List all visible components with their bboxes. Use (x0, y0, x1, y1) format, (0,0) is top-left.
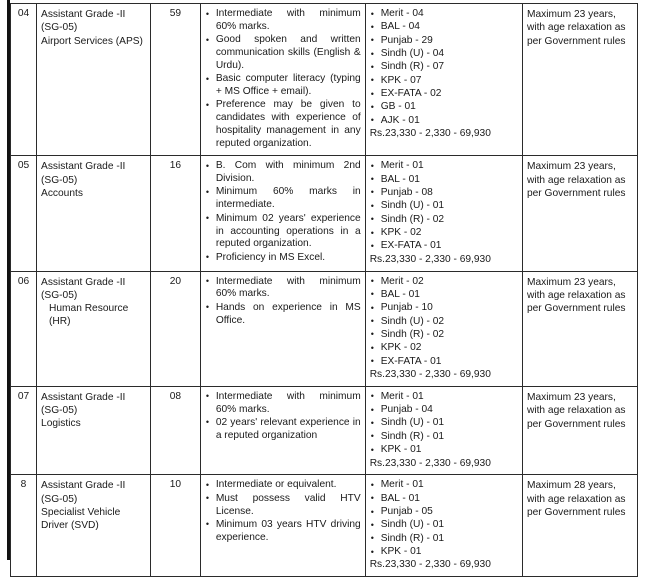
quota-list (370, 160, 518, 253)
cell-vacancies: 59 (150, 4, 200, 156)
quota-item: • Punjab - 04 (370, 404, 518, 417)
quota-item: • BAL - 01 (370, 174, 518, 187)
post-name-line-1: Assistant Grade -II (SG-05) (41, 9, 126, 34)
qualification-item: • Minimum 03 years HTV driving experience. (205, 519, 361, 545)
cell-serial-number: 07 (11, 386, 37, 475)
quota-item: • EX-FATA - 02 (370, 88, 518, 101)
quota-item: • Sindh (U) - 01 (370, 519, 518, 532)
post-name-line-2: Specialist Vehicle Driver (SVD) (41, 506, 121, 532)
quota-item: • EX-FATA - 01 (370, 356, 518, 369)
quota-list (370, 391, 518, 457)
quota-item: • Sindh (R) - 01 (370, 431, 518, 444)
cell-quota-and-pay-scale (365, 4, 522, 156)
quota-item: • Sindh (U) - 04 (370, 48, 518, 61)
qualification-item: • Good spoken and written communication skills (English & Urdu). (205, 34, 361, 73)
table-row (11, 475, 638, 577)
quota-item: • KPK - 07 (370, 75, 518, 88)
cell-vacancies: 08 (150, 386, 200, 475)
post-name-line-1: Assistant Grade -II (SG-05) (41, 161, 126, 186)
cell-quota-and-pay-scale (365, 271, 522, 386)
qualification-item: • Minimum 60% marks in intermediate. (205, 186, 361, 212)
qualification-list (205, 479, 361, 544)
cell-age-limit: Maximum 28 years, with age relaxation as per Government rules (522, 475, 637, 577)
cell-qualifications (200, 4, 365, 156)
cell-qualifications (200, 386, 365, 475)
quota-item: • BAL - 04 (370, 21, 518, 34)
quota-item: • Merit - 01 (370, 391, 518, 404)
quota-item: • Punjab - 08 (370, 187, 518, 200)
quota-item: • KPK - 02 (370, 227, 518, 240)
quota-list (370, 8, 518, 128)
qualification-item: • 02 years' relevant experience in a reputed organization (205, 417, 361, 443)
recruitment-table (10, 3, 638, 577)
quota-item: • Punjab - 05 (370, 506, 518, 519)
table-row (11, 271, 638, 386)
quota-item: • Sindh (R) - 02 (370, 214, 518, 227)
post-name-line-2: Accounts (41, 187, 83, 199)
quota-item: • KPK - 01 (370, 546, 518, 559)
qualification-list (205, 276, 361, 328)
quota-item: • Sindh (U) - 01 (370, 200, 518, 213)
quota-item: • Sindh (U) - 02 (370, 316, 518, 329)
cell-serial-number: 06 (11, 271, 37, 386)
quota-item: • EX-FATA - 01 (370, 240, 518, 253)
quota-item: • KPK - 02 (370, 342, 518, 355)
quota-item: • Merit - 02 (370, 276, 518, 289)
pay-scale-text: Rs.23,330 - 2,330 - 69,930 (369, 457, 491, 469)
cell-serial-number: 04 (11, 4, 37, 156)
table-row (11, 386, 638, 475)
quota-item: • KPK - 01 (370, 444, 518, 457)
qualification-item: • Intermediate with minimum 60% marks. (205, 391, 361, 417)
quota-list (370, 276, 518, 369)
quota-item: • Punjab - 29 (370, 35, 518, 48)
qualification-item: • Hands on experience in MS Office. (205, 302, 361, 328)
table-row (11, 4, 638, 156)
cell-post-name (37, 386, 151, 475)
quota-item: • Sindh (R) - 07 (370, 61, 518, 74)
qualification-item: • Intermediate with minimum 60% marks. (205, 276, 361, 302)
cell-vacancies: 10 (150, 475, 200, 577)
post-name-line-1: Assistant Grade -II (SG-05) (41, 480, 126, 505)
cell-qualifications (200, 156, 365, 271)
qualification-item: • Basic computer literacy (typing + MS Office + email). (205, 73, 361, 99)
quota-item: • GB - 01 (370, 101, 518, 114)
cell-serial-number: 05 (11, 156, 37, 271)
post-name-line-2: Human Resource (HR) (49, 303, 129, 328)
cell-serial-number: 8 (11, 475, 37, 577)
cell-quota-and-pay-scale (365, 475, 522, 577)
pay-scale-text: Rs.23,330 - 2,330 - 69,930 (369, 128, 491, 140)
qualification-item: • Intermediate or equivalent. (205, 479, 361, 492)
qualification-item: • B. Com with minimum 2nd Division. (205, 160, 361, 186)
qualification-list (205, 8, 361, 151)
cell-qualifications (200, 271, 365, 386)
quota-item: • Sindh (R) - 01 (370, 533, 518, 546)
cell-post-name (37, 4, 151, 156)
qualification-item: • Intermediate with minimum 60% marks. (205, 8, 361, 34)
cell-age-limit: Maximum 23 years, with age relaxation as per Government rules (522, 271, 637, 386)
quota-item: • Merit - 01 (370, 160, 518, 173)
cell-age-limit: Maximum 23 years, with age relaxation as per Government rules (522, 156, 637, 271)
cell-post-name (37, 271, 151, 386)
cell-vacancies: 20 (150, 271, 200, 386)
cell-quota-and-pay-scale (365, 156, 522, 271)
post-name-line-2: Airport Services (APS) (41, 35, 143, 47)
qualification-list (205, 391, 361, 443)
qualification-item: • Must possess valid HTV License. (205, 493, 361, 519)
qualification-item: • Minimum 02 years' experience in accounting operations in a reputed organization. (205, 213, 361, 252)
quota-item: • BAL - 01 (370, 493, 518, 506)
post-name-line-2: Logistics (41, 418, 81, 430)
cell-quota-and-pay-scale (365, 386, 522, 475)
cell-vacancies: 16 (150, 156, 200, 271)
qualification-list (205, 160, 361, 264)
cell-age-limit: Maximum 23 years, with age relaxation as per Government rules (522, 4, 637, 156)
table-row (11, 156, 638, 271)
quota-item: • Punjab - 10 (370, 302, 518, 315)
cell-post-name (37, 475, 151, 577)
pay-scale-text: Rs.23,330 - 2,330 - 69,930 (369, 253, 491, 265)
quota-item: • Merit - 01 (370, 479, 518, 492)
quota-item: • BAL - 01 (370, 289, 518, 302)
quota-item: • Sindh (R) - 02 (370, 329, 518, 342)
quota-list (370, 479, 518, 559)
quota-item: • AJK - 01 (370, 115, 518, 128)
qualification-item: • Preference may be given to candidates with experience of hospitality management in any reputed organization. (205, 99, 361, 150)
quota-item: • Merit - 04 (370, 8, 518, 21)
pay-scale-text: Rs.23,330 - 2,330 - 69,930 (369, 559, 491, 571)
post-name-line-1: Assistant Grade -II (SG-05) (41, 391, 126, 417)
cell-post-name (37, 156, 151, 271)
quota-item: • Sindh (U) - 01 (370, 417, 518, 430)
qualification-item: • Proficiency in MS Excel. (205, 252, 361, 265)
cell-age-limit: Maximum 23 years, with age relaxation as per Government rules (522, 386, 637, 475)
pay-scale-text: Rs.23,330 - 2,330 - 69,930 (369, 368, 491, 380)
cell-qualifications (200, 475, 365, 577)
table-body (11, 4, 638, 577)
post-name-line-1: Assistant Grade -II (SG-05) (41, 276, 126, 301)
